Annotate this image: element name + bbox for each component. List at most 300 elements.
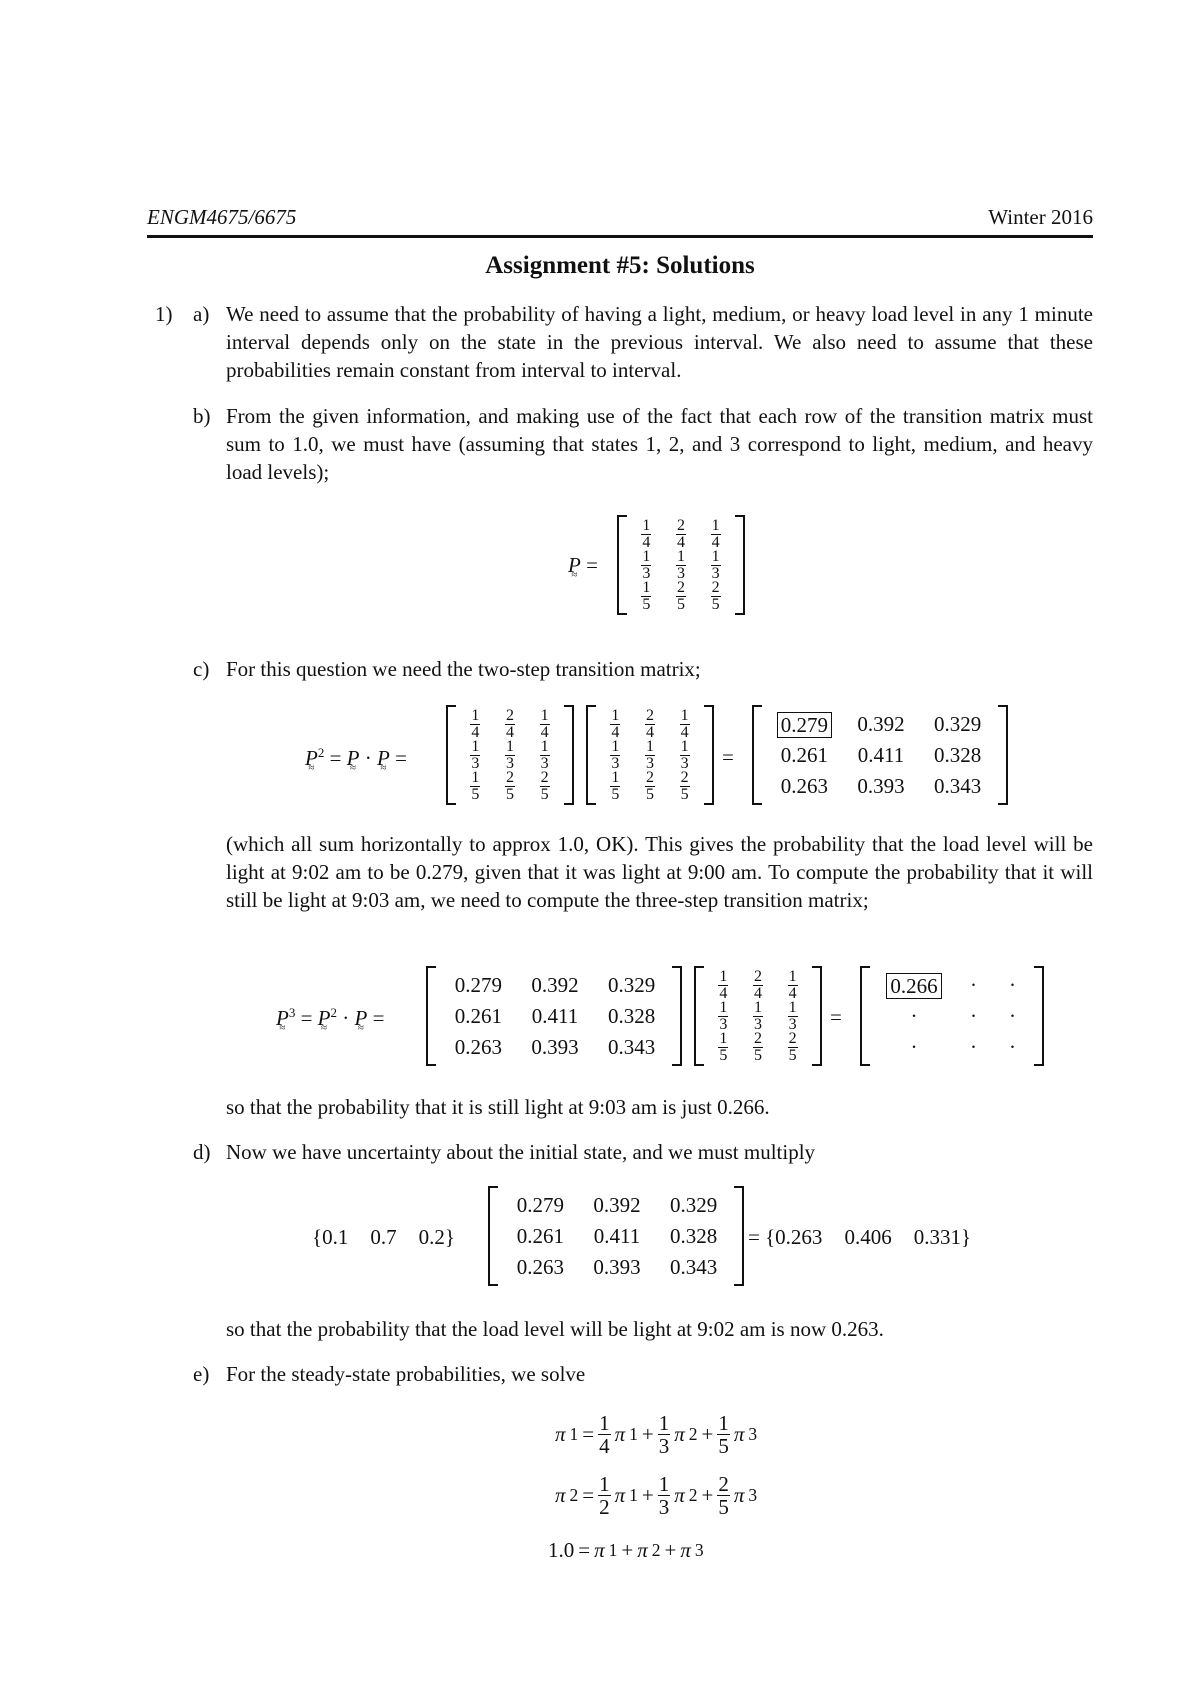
matrix-value: 0.343 [608, 1035, 656, 1059]
denominator: 4 [505, 724, 514, 741]
matrix-cell [664, 550, 699, 581]
fraction [711, 580, 721, 613]
part-e-label: e) [193, 1362, 210, 1386]
part-c-text-2: (which all sum horizontally to approx 1.0, OK). This gives the probability that the load level will be light at 9:02 am to be 0.279, given that it was light at 9:00 am. To compute the probability that it will still be light at 9:03 am, we need to compute the three-step transition matrix; [226, 832, 1093, 912]
fraction [505, 739, 515, 772]
part-c-label: c) [193, 657, 210, 681]
matrix-cell [527, 771, 562, 802]
fraction [753, 1031, 763, 1064]
matrix-value: 0.279 [454, 973, 502, 997]
vector-entry: = {0.263 [748, 1225, 823, 1249]
matrix-cell [954, 1001, 993, 1032]
subscript: 1 [608, 1540, 618, 1560]
numerator: 1 [642, 548, 651, 565]
matrix-cell [655, 1252, 732, 1283]
denominator: 4 [788, 985, 797, 1002]
matrix-cell [741, 1032, 776, 1063]
matrix-cell [667, 740, 702, 771]
matrix-cell [629, 581, 664, 612]
matrix-value: 0.411 [531, 1004, 579, 1028]
vector-entry: {0.1 [312, 1225, 349, 1249]
numerator: 1 [471, 707, 480, 724]
numerator: 1 [658, 1411, 670, 1435]
denominator: 5 [505, 786, 514, 803]
subscript: 3 [748, 1485, 758, 1505]
numerator: 2 [540, 769, 549, 786]
matrix-cell [993, 1032, 1032, 1063]
denominator: 3 [658, 1434, 670, 1458]
subscript: 1 [569, 1424, 579, 1444]
equals-sign: = [722, 745, 734, 769]
matrix-cell [919, 740, 996, 771]
numerator: 1 [676, 548, 685, 565]
denominator: 4 [680, 724, 689, 741]
matrix-dot: · [970, 973, 977, 997]
denominator: 5 [611, 786, 620, 803]
numerator: 1 [711, 548, 720, 565]
numerator: 1 [788, 999, 797, 1016]
fraction [680, 708, 690, 741]
denominator: 3 [676, 565, 685, 582]
p-matrix-right [586, 705, 714, 805]
fraction [676, 518, 686, 551]
subscript: 3 [694, 1540, 704, 1560]
equals: = [582, 1422, 595, 1446]
numerator: 1 [719, 968, 728, 985]
matrix-value: 0.261 [516, 1224, 564, 1248]
numerator: 1 [642, 579, 651, 596]
fraction [680, 739, 690, 772]
equals-sign-2: = [830, 1005, 842, 1029]
denominator: 3 [719, 1016, 728, 1033]
p2-matrix [752, 705, 1008, 805]
matrix-cell [440, 1032, 517, 1063]
numerator: 2 [711, 579, 720, 596]
denominator: 4 [645, 724, 654, 741]
vector-entry: 0.331} [913, 1225, 972, 1249]
fraction [470, 708, 480, 741]
numerator: 1 [471, 738, 480, 755]
matrix-value: 0.411 [857, 743, 905, 767]
part-c-text-3: so that the probability that it is still light at 9:03 am is just 0.266. [226, 1095, 770, 1119]
subscript: 2 [688, 1424, 698, 1444]
denominator: 3 [645, 755, 654, 772]
vector-entry: 0.7 [370, 1225, 397, 1249]
denominator: 3 [711, 565, 720, 582]
matrix-cell [698, 519, 733, 550]
denominator: 4 [611, 724, 620, 741]
matrix-cell [593, 1032, 670, 1063]
matrix-value: 0.392 [593, 1193, 641, 1217]
matrix-cell [517, 970, 594, 1001]
denominator: 3 [611, 755, 620, 772]
pi-symbol: π [637, 1538, 648, 1562]
matrix-cell [775, 1032, 810, 1063]
matrix-cell [440, 970, 517, 1001]
matrix-value: 0.343 [934, 774, 982, 798]
pi-symbol: π [674, 1483, 685, 1507]
p2-matrix-3 [488, 1186, 744, 1286]
denominator: 3 [753, 1016, 762, 1033]
fraction [610, 770, 620, 803]
matrix-value: 0.261 [780, 743, 828, 767]
denominator: 3 [658, 1495, 670, 1519]
matrix-value: 0.329 [934, 712, 982, 736]
matrix-cell [598, 709, 633, 740]
p-matrix-left-grid [458, 709, 562, 802]
fraction [645, 739, 655, 772]
subscript: 2 [688, 1485, 698, 1505]
numerator: 2 [753, 1030, 762, 1047]
pi-symbol: π [674, 1422, 685, 1446]
header-rule [147, 235, 1093, 238]
matrix-dot: · [1009, 1004, 1016, 1028]
numerator: 1 [599, 1472, 610, 1496]
matrix-cell [655, 1221, 732, 1252]
numerator: 2 [753, 968, 762, 985]
subscript: 2 [569, 1485, 579, 1505]
matrix-value: 0.393 [593, 1255, 641, 1279]
fraction [645, 708, 655, 741]
matrix-cell [655, 1190, 732, 1221]
matrix-cell [667, 709, 702, 740]
plus: + [701, 1483, 714, 1507]
p-matrix-3-grid [706, 970, 810, 1063]
matrix-value: 0.263 [780, 774, 828, 798]
matrix-cell [919, 771, 996, 802]
vector-entry: 0.2} [418, 1225, 455, 1249]
plus: + [641, 1422, 654, 1446]
numerator: 1 [680, 738, 689, 755]
steady-eq-1 [555, 1412, 757, 1457]
pi-symbol: π [594, 1538, 605, 1562]
fraction [753, 969, 763, 1002]
matrix-value: 0.279 [516, 1193, 564, 1217]
matrix-cell [874, 970, 954, 1001]
matrix-cell [527, 709, 562, 740]
matrix-cell [993, 970, 1032, 1001]
matrix-value: 0.411 [593, 1224, 641, 1248]
question-number: 1) [155, 302, 173, 326]
plus: + [621, 1538, 634, 1562]
denominator: 4 [540, 724, 549, 741]
matrix-cell [458, 709, 493, 740]
denominator: 3 [540, 755, 549, 772]
matrix-cell [517, 1032, 594, 1063]
matrix-value: 0.263 [516, 1255, 564, 1279]
numerator: 1 [599, 1411, 610, 1435]
numerator: 1 [505, 738, 514, 755]
part-e-text: For the steady-state probabilities, we solve [226, 1362, 586, 1386]
matrix-value: 0.279 [777, 712, 832, 738]
matrix-value: 0.263 [454, 1035, 502, 1059]
p3-matrix [860, 966, 1044, 1066]
matrix-value: 0.343 [670, 1255, 718, 1279]
fraction [718, 969, 728, 1002]
numerator: 2 [680, 769, 689, 786]
matrix-cell [993, 1001, 1032, 1032]
matrix-cell [502, 1221, 579, 1252]
matrix-cell [493, 740, 528, 771]
matrix-cell [440, 1001, 517, 1032]
matrix-dot: · [910, 1004, 918, 1028]
p2-matrix-grid [766, 709, 996, 802]
matrix-cell [766, 709, 843, 740]
fraction [505, 770, 515, 803]
numerator: 2 [645, 769, 654, 786]
denominator: 5 [471, 786, 480, 803]
fraction [641, 580, 651, 613]
p2-matrix-3-grid [502, 1190, 732, 1283]
numerator: 1 [540, 738, 549, 755]
p-matrix-left [446, 705, 574, 805]
p3-matrix-grid [874, 970, 1032, 1063]
denominator: 3 [471, 755, 480, 772]
matrix-cell [843, 771, 920, 802]
fraction [470, 770, 480, 803]
matrix-value: 0.393 [857, 774, 905, 798]
steady-eq-3 [548, 1538, 704, 1563]
matrix-cell [633, 709, 668, 740]
part-d-text-2: so that the probability that the load level will be light at 9:02 am is now 0.263. [226, 1317, 884, 1341]
matrix-cell [579, 1221, 656, 1252]
term: Winter 2016 [988, 205, 1093, 229]
denominator: 5 [718, 1434, 729, 1458]
denominator: 3 [788, 1016, 797, 1033]
matrix-cell [698, 550, 733, 581]
fraction [680, 770, 690, 803]
matrix-value: 0.261 [454, 1004, 502, 1028]
equals: = [578, 1538, 591, 1562]
matrix-cell [458, 771, 493, 802]
matrix-value: 0.393 [531, 1035, 579, 1059]
fraction [788, 1000, 798, 1033]
pi-symbol: π [614, 1422, 626, 1446]
pi-symbol: π [555, 1422, 566, 1446]
matrix-cell [633, 740, 668, 771]
fraction [658, 1473, 671, 1518]
fraction [717, 1412, 730, 1457]
matrix-cell [775, 1001, 810, 1032]
pi-symbol: π [680, 1538, 691, 1562]
steady-eq-2 [555, 1473, 757, 1518]
matrix-cell [843, 740, 920, 771]
numerator: 2 [718, 1472, 729, 1496]
pi-symbol: π [614, 1483, 626, 1507]
p3-equation-lhs: P ≈$^3$ = P ≈$^2$ · P ≈ = [276, 1005, 384, 1031]
part-a-text: We need to assume that the probability of having a light, medium, or heavy load level in any 1 minute interval depends only on the state in the previous interval. We also need to assume that these probabilities remain constant from interval to interval. [226, 302, 1093, 382]
numerator: 1 [753, 999, 762, 1016]
matrix-cell [741, 1001, 776, 1032]
p-label: P ≈ = [568, 553, 598, 578]
matrix-cell [954, 1032, 993, 1063]
denominator: 3 [680, 755, 689, 772]
matrix-cell [633, 771, 668, 802]
denominator: 5 [753, 1047, 762, 1064]
fraction [711, 549, 721, 582]
numerator: 1 [788, 968, 797, 985]
part-c-text: For this question we need the two-step transition matrix; [226, 657, 701, 681]
matrix-cell [629, 550, 664, 581]
matrix-cell [598, 771, 633, 802]
numerator: 1 [718, 1411, 729, 1435]
matrix-dot: · [970, 1035, 977, 1059]
constant: 1.0 [548, 1538, 575, 1562]
matrix-cell [919, 709, 996, 740]
matrix-cell [629, 519, 664, 550]
numerator: 1 [540, 707, 549, 724]
matrix-dot: · [1009, 973, 1016, 997]
fraction [505, 708, 515, 741]
p-matrix-3 [694, 966, 822, 1066]
p2-matrix-2-grid [440, 970, 670, 1063]
numerator: 1 [645, 738, 654, 755]
fraction [641, 518, 651, 551]
part-a-label: a) [193, 302, 210, 326]
p-matrix-grid [629, 519, 733, 612]
part-b-label: b) [193, 404, 211, 428]
matrix-cell [706, 1032, 741, 1063]
fraction [610, 739, 620, 772]
fraction [676, 549, 686, 582]
denominator: 5 [719, 1047, 728, 1064]
matrix-cell [843, 709, 920, 740]
matrix-cell [766, 740, 843, 771]
denominator: 4 [676, 534, 685, 551]
part-b-text: From the given information, and making use of the fact that each row of the transition matrix must sum to 1.0, we must have (assuming that states 1, 2, and 3 correspond to light, medium, and heavy load levels); [226, 404, 1093, 484]
numerator: 1 [471, 769, 480, 786]
matrix-cell [766, 771, 843, 802]
fraction [540, 739, 550, 772]
denominator: 5 [711, 596, 720, 613]
matrix-cell [502, 1190, 579, 1221]
initial-state-vector [312, 1225, 455, 1250]
fraction [658, 1412, 671, 1457]
equals: = [582, 1483, 595, 1507]
fraction [788, 1031, 798, 1064]
numerator: 1 [642, 517, 651, 534]
denominator: 5 [645, 786, 654, 803]
matrix-cell [493, 709, 528, 740]
denominator: 3 [505, 755, 514, 772]
matrix-value: 0.328 [934, 743, 982, 767]
matrix-dot: · [1009, 1035, 1016, 1059]
matrix-cell [874, 1001, 954, 1032]
fraction [718, 1000, 728, 1033]
denominator: 4 [599, 1434, 610, 1458]
p2-matrix-2 [426, 966, 682, 1066]
pi-symbol: π [733, 1422, 745, 1446]
matrix-value: 0.266 [886, 973, 941, 999]
matrix-dot: · [910, 1035, 918, 1059]
matrix-cell [706, 1001, 741, 1032]
matrix-cell [664, 581, 699, 612]
numerator: 2 [505, 707, 514, 724]
matrix-cell [527, 740, 562, 771]
numerator: 1 [658, 1472, 670, 1496]
fraction [717, 1473, 730, 1518]
plus: + [701, 1422, 714, 1446]
denominator: 4 [711, 534, 720, 551]
fraction [540, 708, 550, 741]
matrix-value: 0.329 [608, 973, 656, 997]
numerator: 1 [719, 999, 728, 1016]
matrix-cell [954, 970, 993, 1001]
subscript: 1 [629, 1485, 638, 1505]
denominator: 4 [471, 724, 480, 741]
numerator: 2 [676, 517, 685, 534]
matrix-cell [598, 740, 633, 771]
part-d-text: Now we have uncertainty about the initial state, and we must multiply [226, 1140, 816, 1164]
denominator: 5 [680, 786, 689, 803]
subscript: 3 [748, 1424, 758, 1444]
denominator: 5 [642, 596, 651, 613]
matrix-cell [593, 970, 670, 1001]
fraction [718, 1031, 728, 1064]
pi-symbol: π [555, 1483, 566, 1507]
numerator: 2 [676, 579, 685, 596]
denominator: 5 [718, 1495, 729, 1519]
p-matrix [617, 515, 745, 615]
matrix-value: 0.328 [608, 1004, 656, 1028]
fraction [540, 770, 550, 803]
denominator: 4 [719, 985, 728, 1002]
fraction [711, 518, 721, 551]
matrix-value: 0.329 [670, 1193, 718, 1217]
denominator: 5 [676, 596, 685, 613]
matrix-cell [458, 740, 493, 771]
denominator: 2 [599, 1495, 610, 1519]
matrix-cell [493, 771, 528, 802]
matrix-cell [698, 581, 733, 612]
fraction [610, 708, 620, 741]
fraction [641, 549, 651, 582]
subscript: 1 [629, 1424, 638, 1444]
matrix-cell [593, 1001, 670, 1032]
result-vector [748, 1225, 971, 1250]
matrix-dot: · [970, 1004, 977, 1028]
numerator: 1 [680, 707, 689, 724]
plus: + [641, 1483, 654, 1507]
matrix-cell [775, 970, 810, 1001]
fraction [753, 1000, 763, 1033]
fraction [598, 1412, 611, 1457]
matrix-cell [874, 1032, 954, 1063]
matrix-value: 0.328 [670, 1224, 718, 1248]
matrix-cell [706, 970, 741, 1001]
matrix-cell [517, 1001, 594, 1032]
fraction [470, 739, 480, 772]
plus: + [664, 1538, 677, 1562]
matrix-cell [579, 1252, 656, 1283]
p2-equation-lhs: P ≈$^2$ = P ≈ · P ≈ = [305, 745, 407, 771]
numerator: 2 [788, 1030, 797, 1047]
denominator: 4 [753, 985, 762, 1002]
matrix-value: 0.392 [531, 973, 579, 997]
fraction [676, 580, 686, 613]
subscript: 2 [651, 1540, 661, 1560]
matrix-value: 0.392 [857, 712, 905, 736]
numerator: 1 [711, 517, 720, 534]
matrix-cell [502, 1252, 579, 1283]
fraction [645, 770, 655, 803]
numerator: 1 [611, 738, 620, 755]
numerator: 1 [611, 707, 620, 724]
page-title: Assignment #5: Solutions [485, 252, 755, 279]
denominator: 4 [642, 534, 651, 551]
fraction [788, 969, 798, 1002]
denominator: 3 [642, 565, 651, 582]
